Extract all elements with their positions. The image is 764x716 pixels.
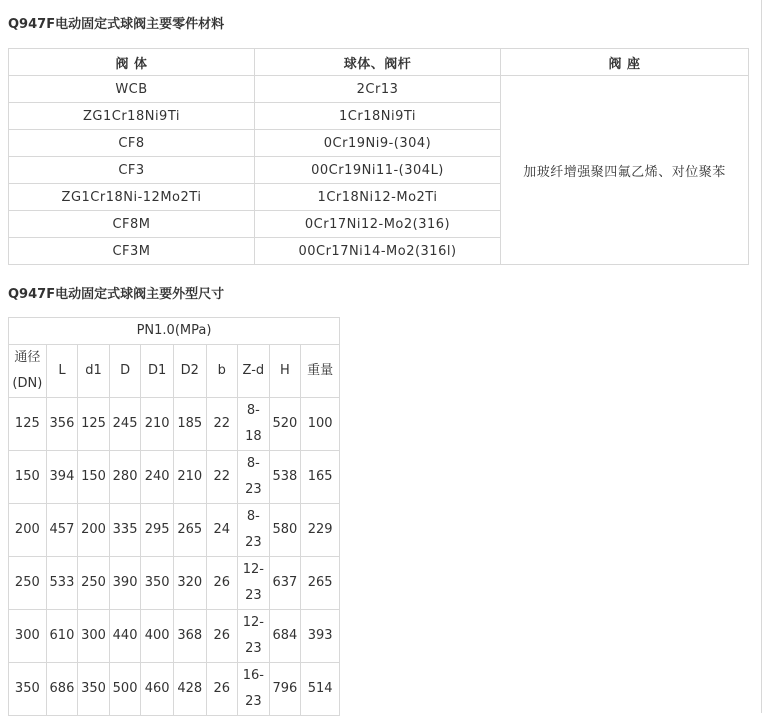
cell-l: 457 xyxy=(46,504,78,557)
cell-b: 22 xyxy=(206,451,238,504)
cell-d1: 150 xyxy=(78,451,110,504)
col-header-dn xyxy=(9,345,47,398)
zd-line1: 8- xyxy=(246,403,260,418)
col-header-d1-flange: D1 xyxy=(141,345,174,398)
dn-label-line1: 通径 xyxy=(14,350,41,365)
cell-d: 500 xyxy=(109,663,141,716)
cell-weight: 100 xyxy=(301,398,340,451)
cell-h: 520 xyxy=(269,398,301,451)
cell-l: 356 xyxy=(46,398,78,451)
cell-d1-flange: 460 xyxy=(141,663,174,716)
cell-b: 26 xyxy=(206,663,238,716)
zd-line1: 16- xyxy=(242,668,264,683)
cell-b: 26 xyxy=(206,557,238,610)
ball-stem-material: 1Cr18Ni12-Mo2Ti xyxy=(255,184,501,211)
ball-stem-material: 2Cr13 xyxy=(255,76,501,103)
body-material: WCB xyxy=(9,76,255,103)
col-header-b: b xyxy=(206,345,238,398)
cell-d1-flange: 240 xyxy=(141,451,174,504)
cell-d2: 428 xyxy=(173,663,206,716)
pressure-label: PN1.0(MPa) xyxy=(9,318,340,345)
zd-line1: 8- xyxy=(246,456,260,471)
cell-h: 684 xyxy=(269,610,301,663)
cell-d2: 265 xyxy=(173,504,206,557)
cell-d1: 250 xyxy=(78,557,110,610)
ball-stem-material: 00Cr17Ni14-Mo2(316l) xyxy=(255,238,501,265)
body-material: CF3M xyxy=(9,238,255,265)
cell-h: 580 xyxy=(269,504,301,557)
col-header-d1: d1 xyxy=(78,345,110,398)
cell-d2: 368 xyxy=(173,610,206,663)
cell-zd xyxy=(238,451,270,504)
table-row xyxy=(9,451,340,504)
cell-d: 390 xyxy=(109,557,141,610)
cell-zd xyxy=(238,398,270,451)
ball-stem-material: 1Cr18Ni9Ti xyxy=(255,103,501,130)
table-row xyxy=(9,663,340,716)
col-header-body: 阀 体 xyxy=(9,49,255,76)
col-header-weight: 重量 xyxy=(301,345,340,398)
zd-line2: 23 xyxy=(245,641,262,656)
cell-d: 280 xyxy=(109,451,141,504)
cell-l: 686 xyxy=(46,663,78,716)
cell-weight: 393 xyxy=(301,610,340,663)
col-header-d: D xyxy=(109,345,141,398)
cell-d2: 210 xyxy=(173,451,206,504)
cell-dn: 350 xyxy=(9,663,47,716)
page-divider xyxy=(761,0,762,713)
cell-weight: 165 xyxy=(301,451,340,504)
zd-line2: 23 xyxy=(245,694,262,709)
body-material: CF8 xyxy=(9,130,255,157)
dimensions-header-row xyxy=(9,345,340,398)
table-row xyxy=(9,610,340,663)
col-header-zd: Z-d xyxy=(238,345,270,398)
table-row xyxy=(9,557,340,610)
dimensions-table xyxy=(8,317,340,716)
zd-line2: 23 xyxy=(245,588,262,603)
cell-d1-flange: 295 xyxy=(141,504,174,557)
zd-line2: 18 xyxy=(245,429,262,444)
col-header-ball-stem: 球体、阀杆 xyxy=(255,49,501,76)
cell-d1: 350 xyxy=(78,663,110,716)
cell-h: 796 xyxy=(269,663,301,716)
col-header-l: L xyxy=(46,345,78,398)
zd-line1: 12- xyxy=(242,562,264,577)
cell-weight: 229 xyxy=(301,504,340,557)
zd-line2: 23 xyxy=(245,482,262,497)
cell-b: 26 xyxy=(206,610,238,663)
cell-h: 637 xyxy=(269,557,301,610)
zd-line1: 12- xyxy=(242,615,264,630)
cell-dn: 200 xyxy=(9,504,47,557)
materials-table xyxy=(8,48,749,265)
cell-b: 22 xyxy=(206,398,238,451)
cell-d2: 320 xyxy=(173,557,206,610)
col-header-d2: D2 xyxy=(173,345,206,398)
ball-stem-material: 0Cr17Ni12-Mo2(316) xyxy=(255,211,501,238)
ball-stem-material: 00Cr19Ni11-(304L) xyxy=(255,157,501,184)
cell-d: 245 xyxy=(109,398,141,451)
cell-zd xyxy=(238,663,270,716)
cell-d1: 300 xyxy=(78,610,110,663)
cell-d1-flange: 210 xyxy=(141,398,174,451)
zd-line1: 8- xyxy=(246,509,260,524)
cell-zd xyxy=(238,557,270,610)
materials-header-row xyxy=(9,49,749,76)
ball-stem-material: 0Cr19Ni9-(304) xyxy=(255,130,501,157)
cell-weight: 514 xyxy=(301,663,340,716)
pressure-row xyxy=(9,318,340,345)
table-row xyxy=(9,504,340,557)
col-header-seat: 阀 座 xyxy=(501,49,749,76)
cell-b: 24 xyxy=(206,504,238,557)
cell-l: 533 xyxy=(46,557,78,610)
cell-d1-flange: 350 xyxy=(141,557,174,610)
cell-d2: 185 xyxy=(173,398,206,451)
dimensions-title: Q947F电动固定式球阀主要外型尺寸 xyxy=(8,287,225,302)
cell-d: 335 xyxy=(109,504,141,557)
cell-l: 394 xyxy=(46,451,78,504)
cell-dn: 150 xyxy=(9,451,47,504)
cell-zd xyxy=(238,610,270,663)
cell-d: 440 xyxy=(109,610,141,663)
body-material: CF3 xyxy=(9,157,255,184)
cell-dn: 125 xyxy=(9,398,47,451)
cell-weight: 265 xyxy=(301,557,340,610)
table-row xyxy=(9,398,340,451)
cell-dn: 300 xyxy=(9,610,47,663)
cell-dn: 250 xyxy=(9,557,47,610)
materials-title: Q947F电动固定式球阀主要零件材料 xyxy=(8,17,225,32)
cell-h: 538 xyxy=(269,451,301,504)
zd-line2: 23 xyxy=(245,535,262,550)
table-row xyxy=(9,76,749,103)
cell-zd xyxy=(238,504,270,557)
body-material: ZG1Cr18Ni9Ti xyxy=(9,103,255,130)
body-material: ZG1Cr18Ni-12Mo2Ti xyxy=(9,184,255,211)
seat-material: 加玻纤增强聚四氟乙烯、对位聚苯 xyxy=(501,76,749,265)
body-material: CF8M xyxy=(9,211,255,238)
cell-d1: 125 xyxy=(78,398,110,451)
cell-l: 610 xyxy=(46,610,78,663)
dn-label-line2: (DN) xyxy=(12,376,43,391)
cell-d1: 200 xyxy=(78,504,110,557)
col-header-h: H xyxy=(269,345,301,398)
cell-d1-flange: 400 xyxy=(141,610,174,663)
